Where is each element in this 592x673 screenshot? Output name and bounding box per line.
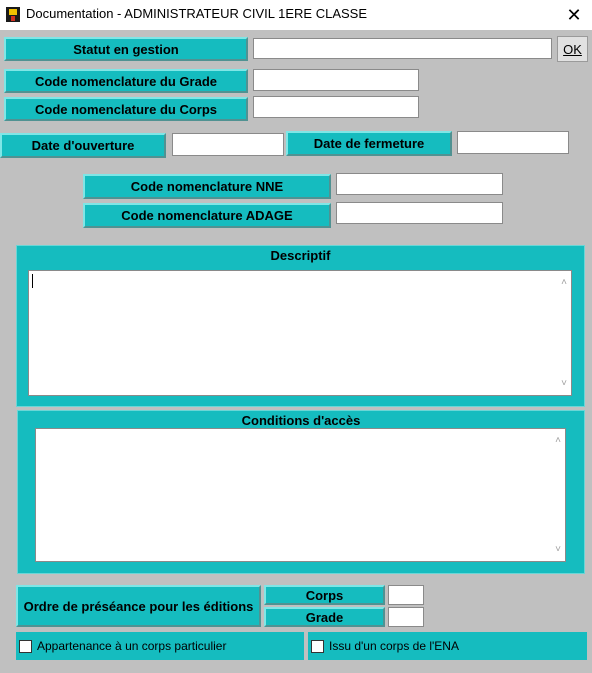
corps-label: Code nomenclature du Corps [4,97,248,121]
scroll-up-icon[interactable]: ˄ [555,435,561,446]
nne-field[interactable] [336,173,503,195]
ordre-corps-field[interactable] [388,585,424,605]
scroll-up-icon[interactable]: ˄ [561,277,567,288]
ena-label: Issu d'un corps de l'ENA [329,639,459,653]
ena-checkbox-row[interactable] [308,632,587,660]
title-bar [0,0,592,30]
ordre-label: Ordre de préséance pour les éditions [16,585,261,627]
appartenance-checkbox-row[interactable] [16,632,304,660]
conditions-textarea[interactable] [35,428,566,562]
text-caret [32,274,33,288]
descriptif-textarea[interactable] [28,270,572,396]
ordre-grade-field[interactable] [388,607,424,627]
corps-field[interactable] [253,96,419,118]
statut-label: Statut en gestion [4,37,248,61]
close-button[interactable] [560,3,588,27]
appartenance-label: Appartenance à un corps particulier [37,639,227,653]
ok-button[interactable] [557,36,588,62]
ordre-corps-label: Corps [264,585,385,605]
close-icon: ✕ [566,5,582,25]
statut-field[interactable] [253,38,552,59]
adage-field[interactable] [336,202,503,224]
conditions-title: Conditions d'accès [241,413,361,428]
scroll-down-icon[interactable]: ˅ [561,378,567,389]
conditions-panel [17,410,585,574]
ouverture-field[interactable] [172,133,284,156]
grade-label: Code nomenclature du Grade [4,69,248,93]
descriptif-title: Descriptif [270,248,331,263]
app-icon [6,7,20,22]
grade-field[interactable] [253,69,419,91]
ena-checkbox[interactable] [311,640,324,653]
descriptif-panel [16,245,585,407]
ok-label: OK [563,41,582,57]
nne-label: Code nomenclature NNE [83,174,331,199]
scroll-down-icon[interactable]: ˅ [555,544,561,555]
ordre-grade-label: Grade [264,607,385,627]
appartenance-checkbox[interactable] [19,640,32,653]
adage-label: Code nomenclature ADAGE [83,203,331,228]
fermeture-field[interactable] [457,131,569,154]
ouverture-label: Date d'ouverture [0,133,166,158]
window-title: Documentation - ADMINISTRATEUR CIVIL 1ERE CLASSE [26,6,367,21]
fermeture-label: Date de fermeture [286,131,452,156]
